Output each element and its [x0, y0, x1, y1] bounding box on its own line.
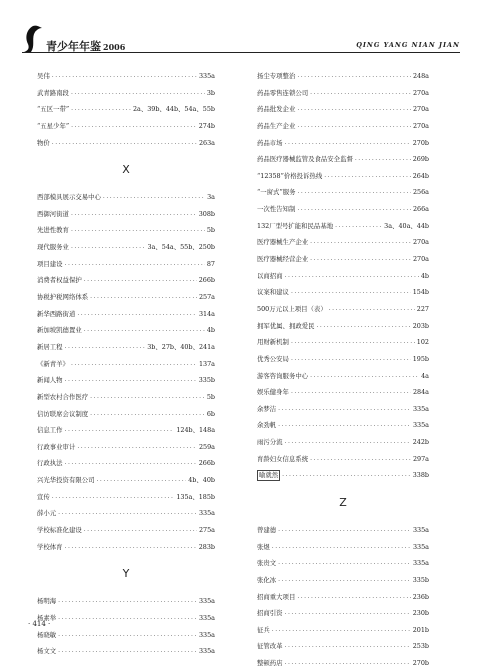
dot-leader	[291, 284, 411, 301]
dot-leader	[310, 451, 411, 468]
index-term: 医疗器械经营企业	[257, 255, 309, 264]
index-term: 项目建设	[37, 259, 63, 268]
section-letter: X	[122, 163, 130, 177]
index-term: 物价	[37, 138, 50, 147]
index-entry	[37, 439, 215, 456]
index-term: 娱乐健身年	[257, 388, 289, 397]
dot-leader	[58, 505, 197, 522]
index-term: 信访联席会议制度	[37, 409, 89, 418]
index-term: 药品医疗器械监管及食品安全监督	[257, 155, 353, 164]
brand-year: 2006	[103, 42, 126, 52]
page-reference: 270b	[412, 659, 429, 668]
page-reference: 284a	[412, 388, 429, 397]
index-entry	[257, 655, 429, 672]
index-term: 西部模具展示交易中心	[37, 193, 101, 202]
index-entry	[257, 368, 429, 385]
index-term: 信息工作	[37, 426, 63, 435]
page-reference: 256a	[412, 188, 429, 197]
index-entry	[37, 505, 215, 522]
index-entry	[257, 555, 429, 572]
dot-leader	[65, 455, 197, 472]
page-reference: 338b	[412, 471, 429, 480]
page-reference: 335a	[198, 597, 215, 606]
index-entry	[257, 268, 429, 285]
page-reference: 335b	[412, 575, 429, 584]
dot-leader	[278, 401, 411, 418]
index-term: 征管改革	[257, 642, 283, 651]
dot-leader	[335, 218, 382, 235]
index-entry	[257, 605, 429, 622]
section-letter: Y	[122, 567, 130, 581]
page-reference: 335a	[198, 71, 215, 80]
dot-leader	[71, 85, 205, 102]
page-reference: 266b	[198, 459, 215, 468]
index-entry	[257, 318, 429, 335]
index-term: 拥军优属、拥政爱民	[257, 321, 315, 330]
index-entry	[257, 334, 429, 351]
index-term: 余劲帆	[257, 421, 277, 430]
page-reference: 3a、40a、44b	[384, 221, 429, 230]
index-entry	[37, 189, 215, 206]
index-term: 药品市场	[257, 138, 283, 147]
page-reference: 4b	[206, 326, 215, 335]
index-entry	[257, 522, 429, 539]
index-term: 行政执法	[37, 459, 63, 468]
index-term: 药品批发企业	[257, 105, 296, 114]
index-term: 喻就然	[259, 471, 279, 480]
page-reference: 335a	[412, 542, 429, 551]
dot-leader	[310, 85, 411, 102]
page-reference: 3a、54a、55b、250b	[147, 243, 215, 252]
page-reference: 266a	[412, 205, 429, 214]
page-reference: 227	[416, 304, 429, 313]
page-reference: 2a、39b、44b、54a、55b	[132, 105, 215, 114]
dot-leader	[285, 655, 411, 672]
dot-leader	[84, 522, 197, 539]
page-reference: 335a	[198, 613, 215, 622]
dot-leader	[65, 539, 197, 556]
index-term: 132厂型号扩能和民品基地	[257, 221, 334, 230]
dot-leader	[324, 168, 410, 185]
index-entry	[257, 434, 429, 451]
index-term: 消费者权益保护	[37, 276, 82, 285]
dot-leader	[58, 610, 197, 627]
index-entry	[257, 401, 429, 418]
dot-leader	[310, 251, 411, 268]
index-term: 薛小元	[37, 509, 57, 518]
page-header	[22, 30, 460, 56]
index-entry	[37, 522, 215, 539]
page-reference: 335a	[412, 404, 429, 413]
dot-leader	[71, 101, 131, 118]
index-term: 兴光华投资有限公司	[37, 476, 95, 485]
dot-leader	[58, 627, 197, 644]
index-term: 500万元以上项目（表）	[257, 304, 327, 313]
index-entry	[257, 451, 429, 468]
index-entry	[257, 467, 429, 484]
logo-icon	[22, 24, 44, 54]
index-entry	[257, 384, 429, 401]
page-reference: 4a	[421, 371, 429, 380]
page-reference: 253b	[412, 642, 429, 651]
index-entry	[37, 206, 215, 223]
index-term: 药品零售连锁公司	[257, 88, 309, 97]
index-entry	[37, 610, 215, 627]
section-letter: Z	[339, 496, 347, 510]
index-term: “五区一带”	[37, 105, 70, 114]
dot-leader	[71, 222, 205, 239]
index-entry	[37, 101, 215, 118]
dot-leader	[317, 318, 411, 335]
index-entry	[257, 201, 429, 218]
dot-leader	[291, 334, 415, 351]
dot-leader	[297, 589, 410, 606]
dot-leader	[52, 135, 197, 152]
page-reference: 236b	[412, 592, 429, 601]
index-entry	[37, 256, 215, 273]
dot-leader	[71, 118, 197, 135]
index-entry	[37, 289, 215, 306]
index-entry	[257, 168, 429, 185]
dot-leader	[297, 201, 411, 218]
dot-leader	[90, 406, 205, 423]
index-term: 张贵文	[257, 559, 277, 568]
dot-leader	[65, 372, 197, 389]
index-entry	[257, 284, 429, 301]
page-reference: 270a	[412, 105, 429, 114]
page-reference: 335a	[412, 421, 429, 430]
index-entry	[37, 68, 215, 85]
dot-leader	[310, 234, 411, 251]
page-reference: 270a	[412, 238, 429, 247]
page-reference: 5b	[206, 226, 215, 235]
page-reference: 335b	[198, 376, 215, 385]
index-term: 吴伟	[37, 71, 50, 80]
index-term: “一窗式”服务	[257, 188, 296, 197]
dot-leader	[297, 118, 411, 135]
dot-leader	[58, 643, 197, 660]
index-term: 张化冰	[257, 575, 277, 584]
page-reference: 274b	[198, 121, 215, 130]
index-entry	[37, 627, 215, 644]
index-term: 武青路南段	[37, 88, 69, 97]
index-entry	[257, 639, 429, 656]
index-entry	[37, 406, 215, 423]
dot-leader	[65, 422, 175, 439]
index-term: 行政事业审计	[37, 442, 76, 451]
index-term: 征兵	[257, 625, 270, 634]
dot-leader	[90, 389, 205, 406]
page-reference: 270b	[412, 138, 429, 147]
dot-leader	[355, 151, 411, 168]
dot-leader	[272, 539, 411, 556]
index-term: 余梦洁	[257, 404, 277, 413]
dot-leader	[285, 605, 411, 622]
index-term: 现代服务业	[37, 243, 69, 252]
index-column-left	[37, 68, 215, 660]
index-entry	[257, 539, 429, 556]
index-entry	[257, 218, 429, 235]
page-reference: 3a	[207, 193, 215, 202]
page-reference: 242b	[412, 438, 429, 447]
dot-leader	[285, 268, 419, 285]
page-reference: 230b	[412, 609, 429, 618]
index-entry	[37, 593, 215, 610]
index-term: 以商招商	[257, 271, 283, 280]
page-reference: 275a	[198, 526, 215, 534]
index-entry	[257, 135, 429, 152]
page-reference: 248a	[412, 71, 429, 80]
index-entry	[37, 322, 215, 339]
index-term: 杨晓敏	[37, 630, 57, 639]
page-reference: 195b	[412, 354, 429, 363]
index-term: 扬尘专项整治	[257, 71, 296, 80]
index-term: 优秀公安局	[257, 354, 289, 363]
index-term: 医疗器械生产企业	[257, 238, 309, 247]
index-entry	[37, 372, 215, 389]
brand-name: 青少年年鉴	[46, 40, 101, 53]
index-entry	[37, 85, 215, 102]
index-term: 招商重大项目	[257, 592, 296, 601]
index-term: 育龄妇女信息系统	[257, 454, 309, 463]
index-term: “五星少年”	[37, 121, 70, 130]
dot-leader	[71, 239, 146, 256]
page-reference: 3b	[206, 88, 215, 97]
dot-leader	[65, 339, 146, 356]
index-entry	[257, 351, 429, 368]
running-title: QING YANG NIAN JIAN	[356, 41, 460, 49]
dot-leader	[84, 322, 205, 339]
page-reference: 87	[206, 259, 215, 268]
page-reference: 201b	[412, 625, 429, 634]
page-reference: 335a	[198, 647, 215, 656]
index-entry	[37, 643, 215, 660]
index-term: 新华西路街道	[37, 309, 76, 318]
page-reference: 3b、27b、40b、241a	[147, 342, 215, 351]
index-term: 张煜	[257, 542, 270, 551]
page-reference: 102	[416, 338, 429, 347]
dot-leader	[297, 68, 411, 85]
index-entry	[257, 572, 429, 589]
index-entry	[257, 622, 429, 639]
dot-leader	[52, 489, 175, 506]
dot-leader	[297, 101, 411, 118]
index-term: 杨明海	[37, 597, 57, 606]
page-reference: 270a	[412, 121, 429, 130]
dot-leader	[329, 301, 415, 318]
dot-leader	[272, 622, 411, 639]
index-term: 协税护税网络体系	[37, 293, 89, 302]
index-entry	[37, 272, 215, 289]
index-term: “12358”价格投诉热线	[257, 171, 323, 180]
index-term: 雨污分流	[257, 438, 283, 447]
index-entry	[257, 151, 429, 168]
dot-leader	[77, 306, 197, 323]
index-entry	[37, 306, 215, 323]
dot-leader	[285, 639, 411, 656]
index-term: 先进性教育	[37, 226, 69, 235]
page-number: · 414 ·	[28, 620, 51, 628]
index-entry	[257, 417, 429, 434]
dot-leader	[282, 467, 411, 484]
page-reference: 335a	[412, 559, 429, 568]
page-reference: 264b	[412, 171, 429, 180]
index-term: 药品生产企业	[257, 121, 296, 130]
index-entry	[257, 589, 429, 606]
dot-leader	[65, 256, 205, 273]
dot-leader	[285, 135, 411, 152]
index-term: 《新青羊》	[37, 359, 69, 368]
page-reference: 335a	[412, 526, 429, 534]
page-reference: 283b	[198, 542, 215, 551]
dot-leader	[103, 189, 205, 206]
index-term: 学校体育	[37, 542, 63, 551]
dot-leader	[52, 68, 197, 85]
index-entry	[37, 339, 215, 356]
dot-leader	[278, 555, 411, 572]
page-reference: 6b	[206, 409, 215, 418]
dot-leader	[310, 368, 419, 385]
dot-leader	[278, 417, 411, 434]
page-reference: 335a	[198, 630, 215, 639]
page-reference: 270a	[412, 255, 429, 264]
index-term: 用财新机制	[257, 338, 289, 347]
page-reference: 269b	[412, 155, 429, 164]
page-reference: 266b	[198, 276, 215, 285]
page-reference: 154b	[412, 288, 429, 297]
page-reference: 5b	[206, 392, 215, 401]
page-reference: 4b	[420, 271, 429, 280]
dot-leader	[278, 522, 411, 539]
page-reference: 137a	[198, 359, 215, 368]
index-entry	[37, 472, 215, 489]
index-term: 西御河街道	[37, 209, 69, 218]
dot-leader	[278, 572, 411, 589]
index-entry	[37, 422, 215, 439]
index-entry	[37, 118, 215, 135]
index-entry	[257, 234, 429, 251]
index-term: 招商引资	[257, 609, 283, 618]
index-entry	[257, 251, 429, 268]
index-term: 杨素举	[37, 613, 57, 622]
dot-leader	[77, 439, 197, 456]
dot-leader	[291, 384, 411, 401]
page-reference: 270a	[412, 88, 429, 97]
index-entry	[257, 85, 429, 102]
dot-leader	[90, 289, 197, 306]
dot-leader	[71, 356, 197, 373]
dot-leader	[84, 272, 197, 289]
page-reference: 135a、185b	[176, 492, 215, 501]
index-entry	[37, 455, 215, 472]
index-entry	[37, 389, 215, 406]
header-rule	[22, 52, 460, 53]
page-reference: 203b	[412, 321, 429, 330]
index-entry	[37, 539, 215, 556]
index-term: 学校标准化建设	[37, 526, 82, 534]
page-reference: 263a	[198, 138, 215, 147]
dot-leader	[71, 206, 197, 223]
index-term: 一次性告知制	[257, 205, 296, 214]
index-entry	[257, 301, 429, 318]
index-term: 新型农村合作医疗	[37, 392, 89, 401]
page-reference: 335a	[198, 509, 215, 518]
dot-leader	[97, 472, 187, 489]
page-reference: 259a	[198, 442, 215, 451]
index-entry	[37, 356, 215, 373]
index-term: 新居工程	[37, 342, 63, 351]
dot-leader	[298, 184, 411, 201]
page-reference: 257a	[198, 293, 215, 302]
page-reference: 297a	[412, 454, 429, 463]
dot-leader	[285, 434, 411, 451]
index-term: 新加坡凯德置业	[37, 326, 82, 335]
page-reference: 4b、40b	[188, 476, 215, 485]
page-reference: 308b	[198, 209, 215, 218]
index-entry	[37, 135, 215, 152]
dot-leader	[58, 593, 197, 610]
page-reference: 314a	[198, 309, 215, 318]
index-term: 曾建德	[257, 526, 277, 534]
index-term: 新闻人物	[37, 376, 63, 385]
index-entry	[257, 184, 429, 201]
index-term: 宣传	[37, 492, 50, 501]
page-reference: 124b、148a	[176, 426, 215, 435]
index-term: 议案和建议	[257, 288, 289, 297]
index-entry	[257, 101, 429, 118]
index-entry	[37, 222, 215, 239]
index-entry	[37, 489, 215, 506]
index-entry	[257, 68, 429, 85]
index-term: 杨文文	[37, 647, 57, 656]
index-entry	[37, 239, 215, 256]
index-entry	[257, 118, 429, 135]
index-term: 游客咨询服务中心	[257, 371, 309, 380]
index-column-right	[257, 68, 429, 672]
index-term: 整顿药店	[257, 659, 283, 668]
dot-leader	[291, 351, 411, 368]
